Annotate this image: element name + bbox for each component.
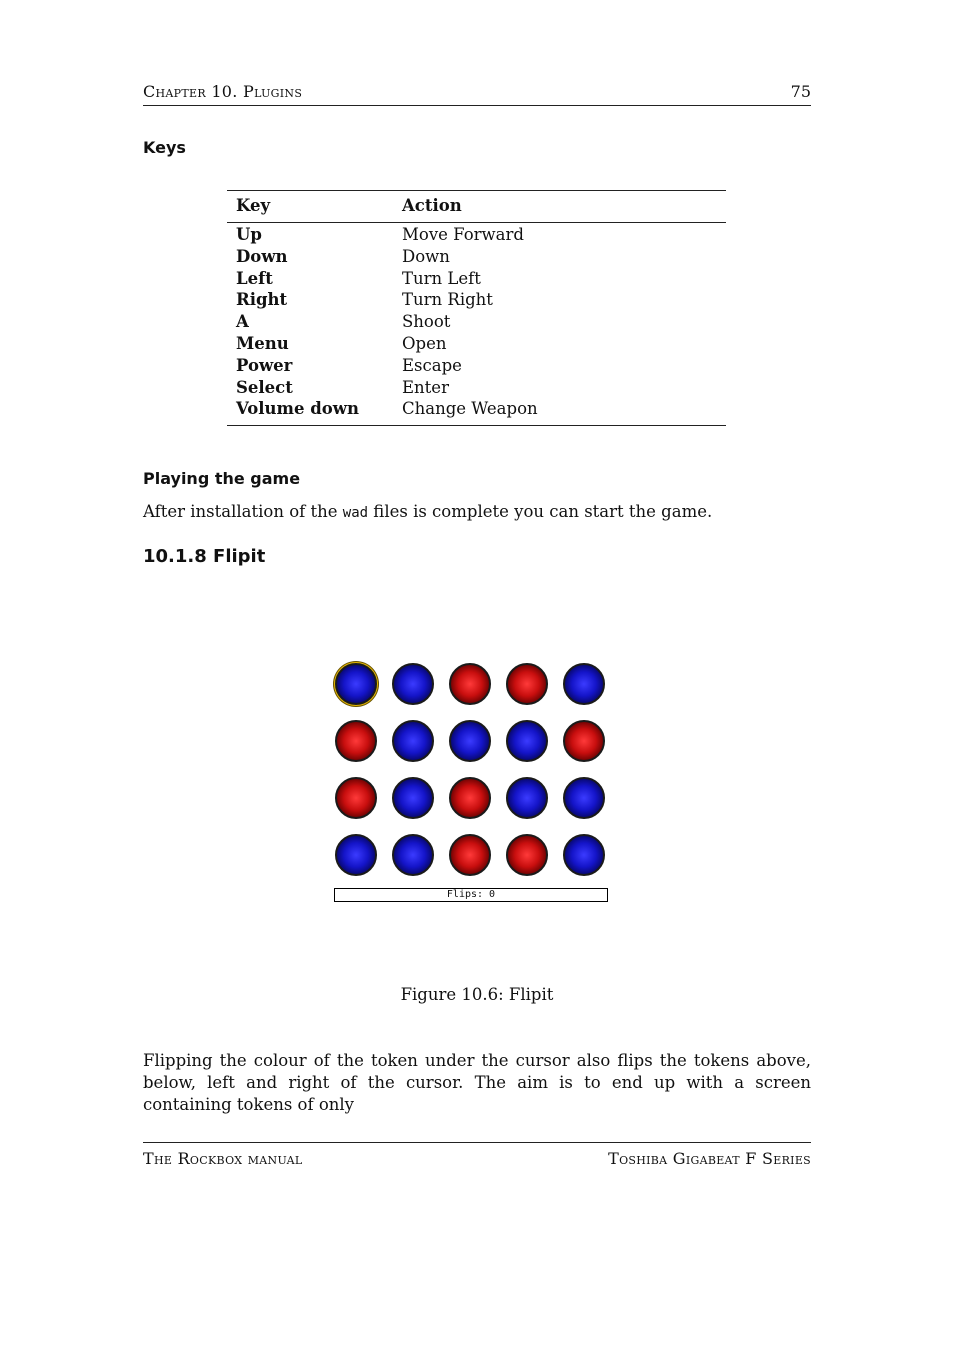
red-token [506, 834, 548, 876]
table-row [227, 225, 726, 247]
device-name: Toshiba Gigabeat F Series [608, 1149, 811, 1168]
action-cell: Shoot [402, 312, 451, 332]
key-column-header: Key [236, 196, 271, 215]
key-cell: Power [236, 355, 293, 375]
key-cell: A [236, 312, 249, 332]
action-cell: Turn Right [402, 290, 493, 310]
key-cell: Down [236, 246, 288, 266]
cursor-token [335, 663, 377, 705]
keys-heading: Keys [143, 138, 186, 157]
key-cell: Volume down [236, 399, 360, 419]
red-token [449, 663, 491, 705]
keys-table [227, 190, 726, 426]
key-cell: Left [236, 268, 273, 288]
action-cell: Escape [402, 355, 462, 375]
key-cell: Up [236, 225, 262, 244]
action-cell: Enter [402, 377, 449, 397]
table-row [227, 334, 726, 356]
key-cell: Select [236, 377, 293, 397]
keys-table-header [227, 191, 726, 223]
red-token [335, 720, 377, 762]
key-cell: Menu [236, 333, 289, 353]
page-number: 75 [790, 82, 811, 101]
running-footer [143, 1142, 811, 1169]
playing-heading: Playing the game [143, 469, 301, 488]
table-row [227, 247, 726, 269]
red-token [449, 834, 491, 876]
blue-token [449, 720, 491, 762]
action-cell: Change Weapon [402, 399, 538, 419]
table-row [227, 290, 726, 312]
blue-token [506, 777, 548, 819]
red-token [335, 777, 377, 819]
playing-text-before: After installation of the [143, 502, 343, 521]
action-column-header: Action [402, 196, 462, 215]
flipit-heading: 10.1.8 Flipit [143, 546, 266, 567]
flips-counter: Flips: 0 [334, 888, 608, 902]
table-row [227, 312, 726, 334]
table-row [227, 269, 726, 291]
blue-token [335, 834, 377, 876]
figure-caption: Figure 10.6: Flipit [400, 985, 554, 1004]
body-paragraph: Flipping the colour of the token under the cursor also flips the tokens above, below, left and right of the cursor. The aim is to end up with a screen containing tokens of only [143, 1051, 811, 1114]
keys-table-body [227, 223, 726, 425]
table-row [227, 378, 726, 400]
table-row [227, 356, 726, 378]
action-cell: Down [402, 246, 450, 266]
flipit-screenshot [333, 660, 609, 904]
running-header [143, 82, 811, 106]
blue-token [506, 720, 548, 762]
key-cell: Right [236, 290, 288, 310]
playing-paragraph [143, 502, 712, 521]
action-cell: Turn Left [402, 268, 481, 288]
wad-code: wad [342, 505, 369, 521]
blue-token [392, 777, 434, 819]
blue-token [563, 834, 605, 876]
action-cell: Move Forward [402, 225, 524, 244]
red-token [563, 720, 605, 762]
blue-token [392, 663, 434, 705]
blue-token [392, 834, 434, 876]
playing-text-after: files is complete you can start the game. [368, 502, 713, 521]
blue-token [563, 777, 605, 819]
blue-token [563, 663, 605, 705]
chapter-title: Chapter 10. Plugins [143, 82, 303, 101]
red-token [449, 777, 491, 819]
table-row [227, 399, 726, 421]
red-token [506, 663, 548, 705]
blue-token [392, 720, 434, 762]
manual-title: The Rockbox manual [143, 1149, 303, 1168]
action-cell: Open [402, 333, 447, 353]
